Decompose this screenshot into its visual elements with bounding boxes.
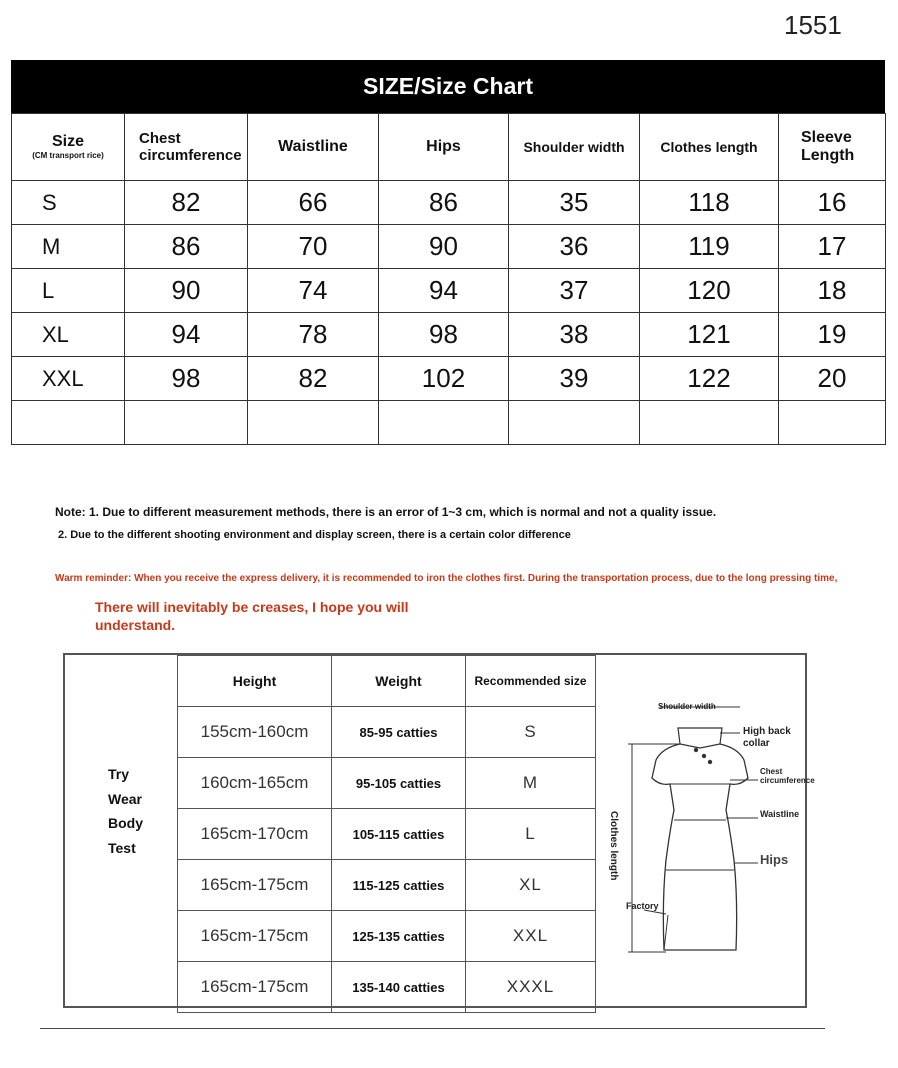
weight-cell: 115-125 catties — [332, 860, 466, 911]
recommended-cell: L — [466, 809, 596, 860]
recommended-cell: XXXL — [466, 962, 596, 1013]
label-chest: Chest circumference — [760, 767, 815, 786]
size-cell: M — [12, 225, 125, 269]
recommended-cell: S — [466, 707, 596, 758]
table-row — [178, 911, 596, 962]
weight-cell: 135-140 catties — [332, 962, 466, 1013]
header-hips: Hips — [379, 114, 509, 181]
height-cell: 165cm-175cm — [178, 962, 332, 1013]
shoulder-cell: 35 — [509, 181, 640, 225]
hips-cell: 86 — [379, 181, 509, 225]
height-cell: 165cm-170cm — [178, 809, 332, 860]
height-cell: 155cm-160cm — [178, 707, 332, 758]
try-wear-label: Try Wear Body Test — [108, 766, 143, 856]
header-shoulder: Shoulder width — [509, 114, 640, 181]
hips-cell: 94 — [379, 269, 509, 313]
table-row — [12, 181, 886, 225]
hips-cell: 102 — [379, 357, 509, 401]
empty-row — [12, 401, 886, 445]
header-recommended: Recommended size — [466, 656, 596, 707]
label-high-back-collar: High back collar — [743, 726, 791, 749]
sleeve-cell: 17 — [779, 225, 886, 269]
length-cell: 118 — [640, 181, 779, 225]
weight-cell: 85-95 catties — [332, 707, 466, 758]
height-cell: 165cm-175cm — [178, 860, 332, 911]
size-cell: L — [12, 269, 125, 313]
chest-cell: 86 — [125, 225, 248, 269]
recommended-cell: M — [466, 758, 596, 809]
header-weight: Weight — [332, 656, 466, 707]
length-cell: 122 — [640, 357, 779, 401]
try-wear-table — [177, 655, 596, 1013]
note-color: 2. Due to the different shooting environment and display screen, there is a certain color difference — [58, 529, 571, 541]
shoulder-cell: 39 — [509, 357, 640, 401]
weight-cell: 95-105 catties — [332, 758, 466, 809]
chest-cell: 94 — [125, 313, 248, 357]
header-chest: Chest circumference — [125, 114, 248, 181]
waist-cell: 66 — [248, 181, 379, 225]
size-chart-title: SIZE/Size Chart — [11, 60, 885, 113]
table-row — [178, 707, 596, 758]
table-row — [178, 860, 596, 911]
table-row — [12, 225, 886, 269]
header-waist: Waistline — [248, 114, 379, 181]
weight-cell: 125-135 catties — [332, 911, 466, 962]
table-row — [178, 809, 596, 860]
warm-reminder-creases: There will inevitably be creases, I hope you will understand. — [95, 599, 409, 634]
length-cell: 120 — [640, 269, 779, 313]
product-code: 1551 — [784, 10, 842, 40]
hips-cell: 98 — [379, 313, 509, 357]
table-row — [12, 313, 886, 357]
size-cell: XXL — [12, 357, 125, 401]
length-cell: 119 — [640, 225, 779, 269]
height-cell: 160cm-165cm — [178, 758, 332, 809]
header-height: Height — [178, 656, 332, 707]
sleeve-cell: 19 — [779, 313, 886, 357]
recommended-cell: XL — [466, 860, 596, 911]
shoulder-cell: 37 — [509, 269, 640, 313]
try-header-row — [178, 656, 596, 707]
shoulder-cell: 38 — [509, 313, 640, 357]
waist-cell: 74 — [248, 269, 379, 313]
height-cell: 165cm-175cm — [178, 911, 332, 962]
label-shoulder-width: Shoulder width — [658, 702, 716, 711]
label-hips: Hips — [760, 852, 789, 867]
hips-cell: 90 — [379, 225, 509, 269]
size-cell: S — [12, 181, 125, 225]
table-row — [12, 269, 886, 313]
bottom-divider — [40, 1028, 825, 1029]
sleeve-cell: 18 — [779, 269, 886, 313]
chest-cell: 82 — [125, 181, 248, 225]
note-measurement: Note: 1. Due to different measurement methods, there is an error of 1~3 cm, which is normal and not a quality issue. — [55, 505, 717, 519]
chest-cell: 90 — [125, 269, 248, 313]
sleeve-cell: 20 — [779, 357, 886, 401]
waist-cell: 82 — [248, 357, 379, 401]
header-size: Size (CM transport rice) — [12, 114, 125, 181]
table-row — [12, 357, 886, 401]
label-factory: Factory — [626, 901, 659, 911]
waist-cell: 70 — [248, 225, 379, 269]
size-chart-header-row — [12, 114, 886, 181]
header-length: Clothes length — [640, 114, 779, 181]
recommended-cell: XXL — [466, 911, 596, 962]
label-waistline: Waistline — [760, 809, 800, 819]
chest-cell: 98 — [125, 357, 248, 401]
sleeve-cell: 16 — [779, 181, 886, 225]
table-row — [178, 758, 596, 809]
size-cell: XL — [12, 313, 125, 357]
table-row — [178, 962, 596, 1013]
weight-cell: 105-115 catties — [332, 809, 466, 860]
label-clothes-length: Clothes length — [607, 811, 619, 881]
waist-cell: 78 — [248, 313, 379, 357]
header-sleeve: Sleeve Length — [779, 114, 886, 181]
size-chart-table — [11, 113, 886, 445]
warm-reminder: Warm reminder: When you receive the express delivery, it is recommended to iron the clothes first. During the transportation process, due to the long pressing time, — [55, 573, 838, 584]
length-cell: 121 — [640, 313, 779, 357]
shoulder-cell: 36 — [509, 225, 640, 269]
